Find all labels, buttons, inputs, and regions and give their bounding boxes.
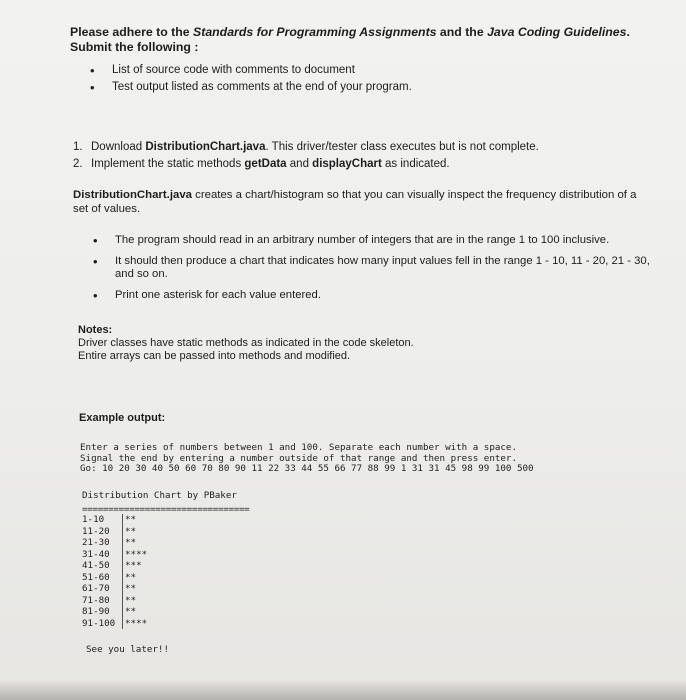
example-heading: Example output: (79, 412, 166, 424)
standards-link-text: Standards for Programming Assignments (193, 25, 437, 39)
file-name: DistributionChart.java (73, 189, 192, 201)
output-line: Go: 10 20 30 40 50 60 70 80 90 11 22 33 44 55 66 77 88 99 1 31 31 45 98 99 100 500 (80, 463, 534, 474)
step-text: as indicated. (381, 158, 450, 170)
method-name: displayChart (312, 158, 382, 170)
range-label: 81-90 (82, 606, 110, 617)
asterisk-bar: **** (122, 618, 147, 630)
method-name: getData (244, 158, 287, 170)
notes-heading: Notes: (78, 324, 113, 336)
chart-row (82, 618, 147, 630)
chart-row (82, 526, 147, 538)
assignment-header (70, 25, 660, 55)
guidelines-link-text: Java Coding Guidelines (487, 25, 627, 39)
example-intro (80, 443, 534, 475)
chart-row (82, 549, 147, 561)
step-number: 2. (73, 158, 83, 170)
description-text: creates a chart/histogram so that you can visually inspect the frequency distribution of a set of values. (73, 189, 637, 215)
output-line: Signal the end by entering a number outside of that range and then press enter. (80, 452, 517, 464)
chart-row (82, 537, 147, 549)
header-and: and the (436, 25, 488, 39)
chart-row (82, 595, 147, 607)
chart-row (82, 583, 147, 595)
step-text: Implement the static methods (91, 158, 245, 170)
list-item: • List of source code with comments to document (90, 62, 412, 79)
asterisk-bar: *** (122, 560, 142, 572)
range-label: 21-30 (82, 537, 110, 548)
chart-row (82, 572, 147, 584)
range-label: 71-80 (82, 594, 110, 606)
asterisk-bar: **** (122, 549, 147, 561)
chart-title: Distribution Chart by PBaker (82, 490, 237, 501)
asterisk-bar: ** (122, 514, 136, 526)
program-description (73, 188, 653, 216)
asterisk-bar: ** (122, 583, 136, 595)
step-item (73, 139, 539, 156)
list-item: • Print one asterisk for each value entered. (93, 289, 653, 302)
file-name: DistributionChart.java (145, 141, 266, 153)
range-label: 61-70 (82, 583, 110, 594)
header-lead: Please adhere to the (70, 25, 194, 39)
signoff-line: See you later!! (86, 644, 169, 655)
submit-list (90, 62, 412, 96)
step-text: Download (91, 141, 146, 153)
header-tail: . Submit the following : (70, 25, 630, 54)
range-label: 51-60 (82, 571, 110, 583)
steps-list (73, 139, 539, 173)
chart-row (82, 514, 147, 526)
notes-section (78, 324, 638, 363)
step-number: 1. (73, 141, 83, 153)
photo-edge-shadow (0, 680, 686, 700)
note-line: Driver classes have static methods as indicated in the code skeleton. (78, 337, 414, 349)
asterisk-bar: ** (122, 595, 136, 607)
list-item: • Test output listed as comments at the end of your program. (90, 79, 412, 96)
list-item: • It should then produce a chart that indicates how many input values fell in the range 1 - 10, 11 - 20, 21 - 30, and so on. (93, 255, 653, 281)
chart-row (82, 560, 147, 572)
list-item: • The program should read in an arbitrary number of integers that are in the range 1 to 100 inclusive. (93, 234, 653, 247)
asterisk-bar: ** (122, 572, 136, 584)
range-label: 91-100 (82, 617, 116, 629)
range-label: 31-40 (82, 548, 110, 560)
range-label: 1-10 (82, 514, 105, 525)
range-label: 11-20 (82, 525, 110, 537)
output-line: Enter a series of numbers between 1 and 100. Separate each number with a space. (80, 442, 517, 453)
distribution-chart (82, 514, 147, 629)
range-label: 41-50 (82, 560, 110, 571)
requirements-list (93, 234, 653, 310)
asterisk-bar: ** (122, 526, 136, 538)
asterisk-bar: ** (122, 537, 136, 549)
step-text: . This driver/tester class executes but is not complete. (265, 141, 539, 153)
step-item (73, 156, 539, 173)
chart-rule: ================================ (82, 504, 250, 515)
asterisk-bar: ** (122, 606, 136, 618)
chart-row (82, 606, 147, 618)
note-line: Entire arrays can be passed into methods and modified. (78, 350, 351, 362)
step-text: and (286, 158, 313, 170)
